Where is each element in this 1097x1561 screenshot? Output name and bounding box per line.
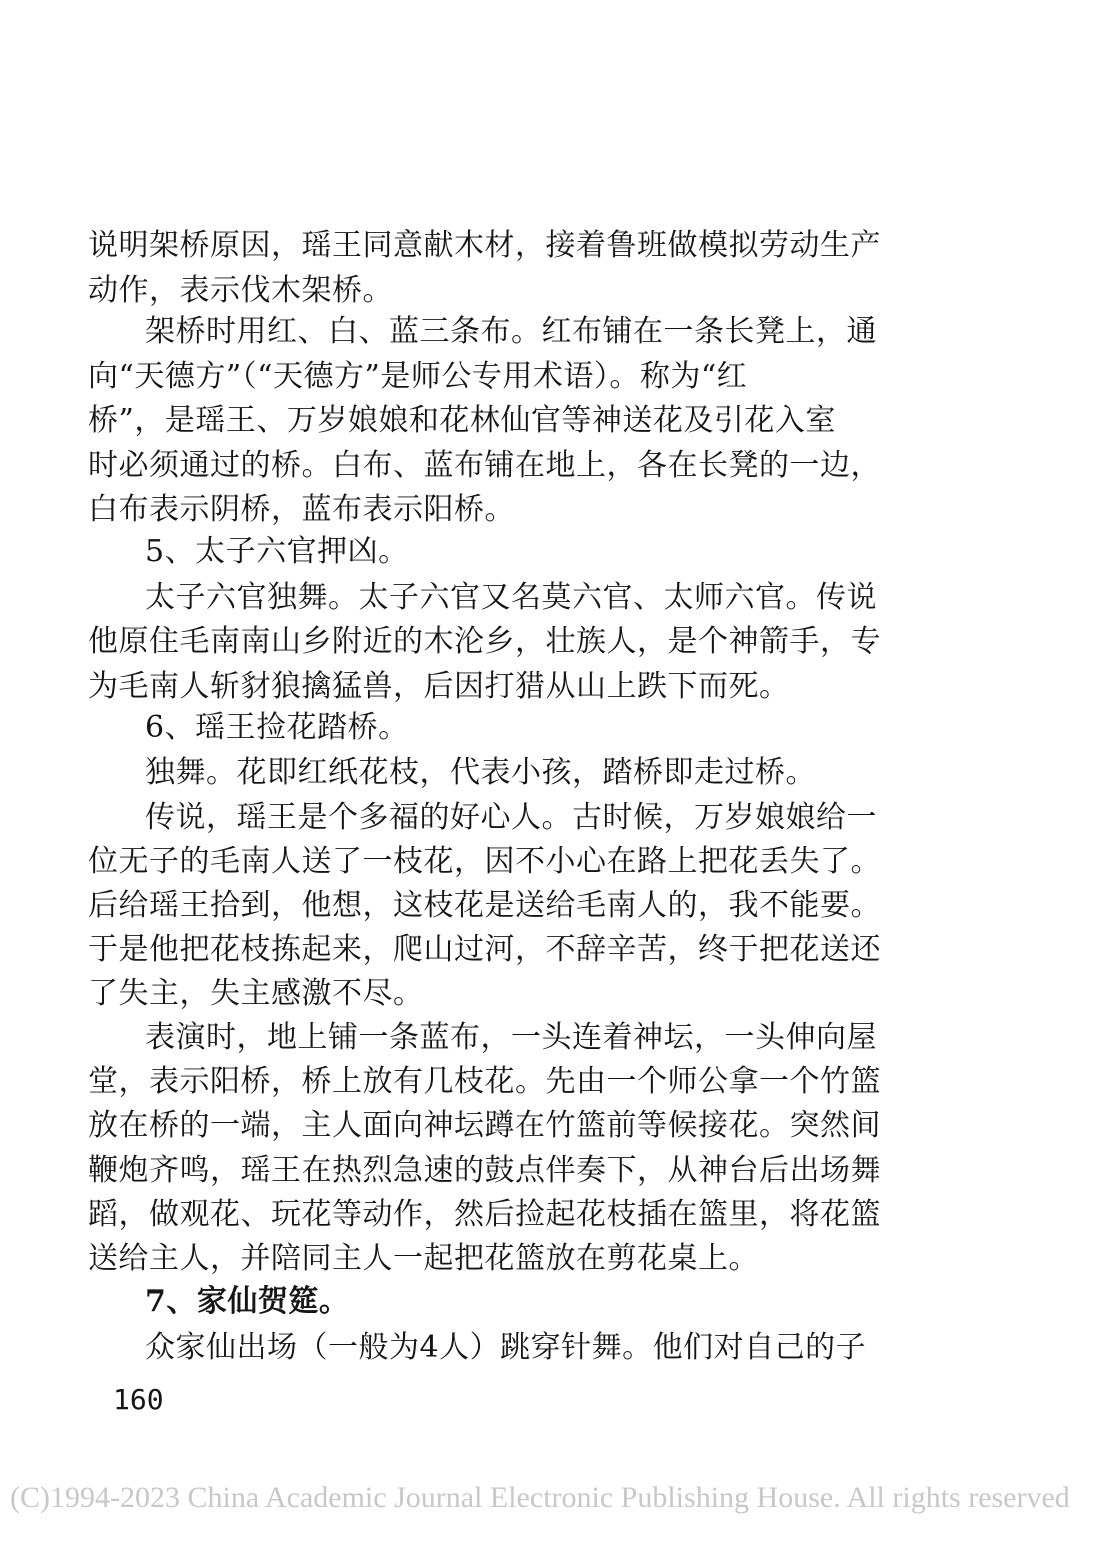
text-line: 白布表示阴桥，蓝布表示阳桥。 [88, 492, 515, 527]
text-line: 蹈，做观花、玩花等动作，然后捡起花枝插在篮里，将花篮 [88, 1197, 881, 1232]
section-heading: 5、太子六官押凶。 [145, 534, 409, 569]
text-line: 了失主，失主感激不尽。 [88, 976, 424, 1011]
text-line: 动作，表示伐木架桥。 [88, 273, 393, 308]
text-line: 为毛南人斩豺狼擒猛兽，后因打猎从山上跌下而死。 [88, 669, 790, 704]
text-line: 于是他把花枝拣起来，爬山过河，不辞辛苦，终于把花送还 [88, 932, 881, 967]
text-line: 放在桥的一端，主人面向神坛蹲在竹篮前等候接花。突然间 [88, 1108, 881, 1143]
text-line: 独舞。花即红纸花枝，代表小孩，踏桥即走过桥。 [145, 755, 816, 790]
page-number: 160 [113, 1383, 164, 1416]
text-line: 架桥时用红、白、蓝三条布。红布铺在一条长凳上，通 [145, 314, 877, 349]
copyright-footer: (C)1994-2023 China Academic Journal Electronic Publishing House. All rights reserved [10, 1481, 1070, 1514]
text-line: 桥”，是瑶王、万岁娘娘和花林仙官等神送花及引花入室 [88, 403, 836, 438]
text-line: 时必须通过的桥。白布、蓝布铺在地上，各在长凳的一边， [88, 448, 881, 483]
text-line: 鞭炮齐鸣，瑶王在热烈急速的鼓点伴奏下，从神台后出场舞 [88, 1153, 881, 1188]
text-line: 送给主人，并陪同主人一起把花篮放在剪花桌上。 [88, 1241, 759, 1276]
text-line: 众家仙出场（一般为4人）跳穿针舞。他们对自己的子 [145, 1330, 867, 1365]
text-line: 他原住毛南南山乡附近的木沦乡，壮族人，是个神箭手，专 [88, 624, 881, 659]
text-line: 说明架桥原因，瑶王同意献木材，接着鲁班做模拟劳动生产 [88, 228, 881, 263]
section-heading: 7、家仙贺筵。 [145, 1284, 350, 1319]
text-line: 传说，瑶王是个多福的好心人。古时候，万岁娘娘给一 [145, 800, 877, 835]
text-line: 堂，表示阳桥，桥上放有几枝花。先由一个师公拿一个竹篮 [88, 1064, 881, 1099]
text-line: 太子六官独舞。太子六官又名莫六官、太师六官。传说 [145, 580, 877, 615]
text-line: 位无子的毛南人送了一枝花，因不小心在路上把花丢失了。 [88, 844, 881, 879]
section-heading: 6、瑶王捡花踏桥。 [145, 710, 409, 745]
text-line: 向“天德方”（“天德方”是师公专用术语）。称为“红 [88, 359, 748, 394]
text-line: 表演时，地上铺一条蓝布，一头连着神坛，一头伸向屋 [145, 1020, 877, 1055]
text-line: 后给瑶王拾到，他想，这枝花是送给毛南人的，我不能要。 [88, 888, 881, 923]
